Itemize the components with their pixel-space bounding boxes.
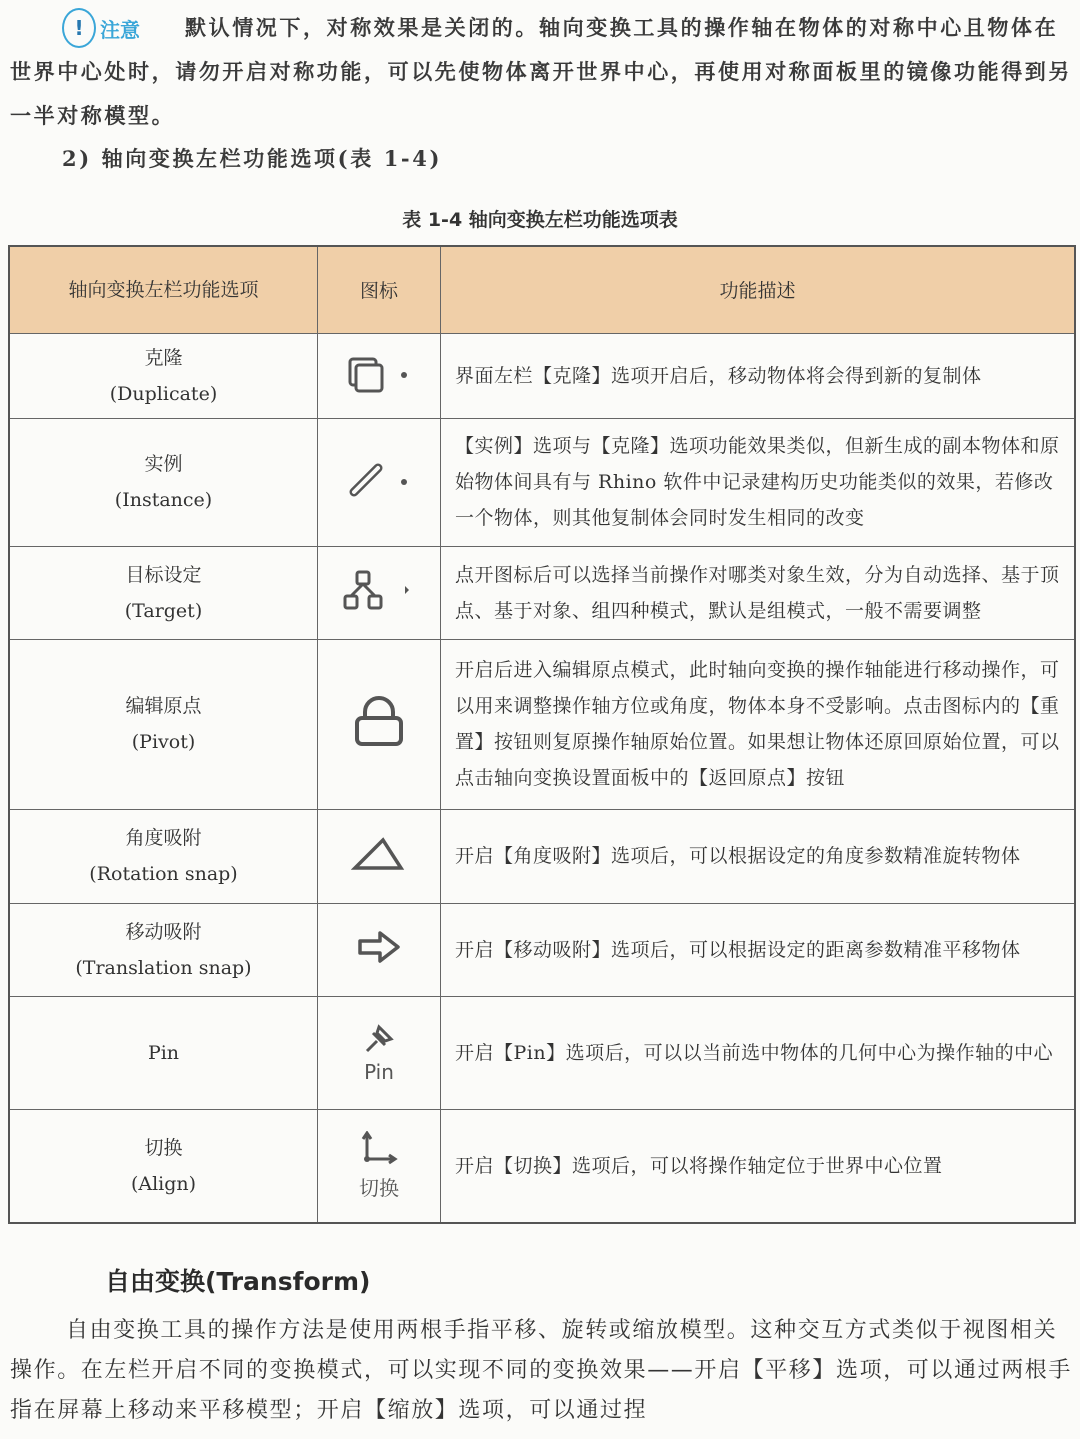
option-cell xyxy=(9,903,318,996)
table-row xyxy=(9,546,1075,639)
option-cell xyxy=(9,809,318,903)
desc-cell: 开启【角度吸附】选项后，可以根据设定的角度参数精准旋转物体 xyxy=(441,809,1076,903)
option-name: 移动吸附 xyxy=(125,920,202,943)
desc-cell: 界面左栏【克隆】选项开启后，移动物体将会得到新的复制体 xyxy=(441,333,1076,418)
option-cell xyxy=(9,639,318,809)
option-name: 切换 xyxy=(144,1136,183,1159)
table-header xyxy=(9,246,1075,333)
option-cell xyxy=(9,418,318,546)
icon-label: 切换 xyxy=(359,1175,399,1200)
option-name: 目标设定 xyxy=(125,563,202,586)
note-badge: ! 注意 xyxy=(62,8,140,48)
table-row xyxy=(9,639,1075,809)
icon-cell xyxy=(318,809,441,903)
link-icon xyxy=(344,483,414,505)
align-axis-icon xyxy=(357,1150,401,1172)
lock-icon xyxy=(351,733,407,755)
desc-cell: 点开图标后可以选择当前操作对哪类对象生效，分为自动选择、基于顶点、基于对象、组四种模式，默认是组模式，一般不需要调整 xyxy=(441,546,1076,639)
desc-cell: 开启【切换】选项后，可以将操作轴定位于世界中心位置 xyxy=(441,1109,1076,1223)
option-en: (Target) xyxy=(124,599,203,622)
option-en: (Align) xyxy=(130,1172,197,1195)
header-desc: 功能描述 xyxy=(441,246,1076,333)
desc-cell: 开启【移动吸附】选项后，可以根据设定的距离参数精准平移物体 xyxy=(441,903,1076,996)
table-row xyxy=(9,1109,1075,1223)
option-name: 角度吸附 xyxy=(125,827,202,849)
option-en: (Duplicate) xyxy=(109,382,218,405)
icon-cell xyxy=(318,333,441,418)
option-en: (Translation snap) xyxy=(75,956,252,979)
table-row xyxy=(9,418,1075,546)
option-cell xyxy=(9,546,318,639)
option-en: (Pivot) xyxy=(131,731,196,753)
duplicate-icon xyxy=(344,376,414,398)
option-name: 实例 xyxy=(144,453,183,475)
desc-cell: 【实例】选项与【克隆】选项功能效果类似，但新生成的副本物体和原始物体间具有与 Rhino 软件中记录建构历史功能类似的效果，若修改一个物体，则其他复制体会同时发生相同的改变 xyxy=(441,418,1076,546)
table-row xyxy=(9,333,1075,418)
desc-cell: 开启后进入编辑原点模式，此时轴向变换的操作轴能进行移动操作，可以用来调整操作轴方位或角度，物体本身不受影响。点击图标内的【重置】按钮则复原操作轴原始位置。如果想让物体还原回原始位置，可以点击轴向变换设置面板中的【返回原点】按钮 xyxy=(441,639,1076,809)
section-title: 自由变换(Transform) xyxy=(105,1267,371,1296)
option-cell xyxy=(9,1109,318,1223)
section-text: 自由变换工具的操作方法是使用两根手指平移、旋转或缩放模型。这种交互方式类似于视图相关操作。在左栏开启不同的变换模式，可以实现不同的变换效果——开启【平移】选项，可以通过两根手指在屏幕上移动来平移模型；开启【缩放】选项，可以通过捏 xyxy=(10,1318,1073,1423)
angle-icon xyxy=(351,857,407,879)
options-table xyxy=(8,245,1076,1224)
option-name: Pin xyxy=(147,1041,180,1064)
option-cell xyxy=(9,333,318,418)
icon-cell xyxy=(318,546,441,639)
icon-cell xyxy=(318,418,441,546)
option-cell xyxy=(9,996,318,1109)
icon-cell xyxy=(318,996,441,1109)
exclamation-icon: ! xyxy=(62,8,96,48)
table-row xyxy=(9,996,1075,1109)
desc-cell: 开启【Pin】选项后，可以以当前选中物体的几何中心为操作轴的中心 xyxy=(441,996,1076,1109)
icon-cell xyxy=(318,903,441,996)
arrow-right-icon xyxy=(354,950,404,972)
icon-label: Pin xyxy=(364,1060,394,1084)
header-option: 轴向变换左栏功能选项 xyxy=(9,246,318,333)
table-row xyxy=(9,809,1075,903)
header-icon: 图标 xyxy=(318,246,441,333)
option-name: 克隆 xyxy=(144,346,183,369)
list-item-2: 2) 轴向变换左栏功能选项(表 1-4) xyxy=(62,146,442,171)
pin-icon xyxy=(359,1038,399,1060)
icon-cell xyxy=(318,639,441,809)
option-en: (Instance) xyxy=(114,489,213,511)
table-caption: 表 1-4 轴向变换左栏功能选项表 xyxy=(402,209,678,231)
table-row xyxy=(9,903,1075,996)
hierarchy-icon xyxy=(339,595,419,617)
icon-cell xyxy=(318,1109,441,1223)
note-text: 默认情况下，对称效果是关闭的。轴向变换工具的操作轴在物体的对称中心且物体在世界中心处时，请勿开启对称功能，可以先使物体离开世界中心，再使用对称面板里的镜像功能得到另一半对称模型。 xyxy=(10,15,1072,128)
option-name: 编辑原点 xyxy=(125,695,202,717)
option-en: (Rotation snap) xyxy=(89,863,238,885)
